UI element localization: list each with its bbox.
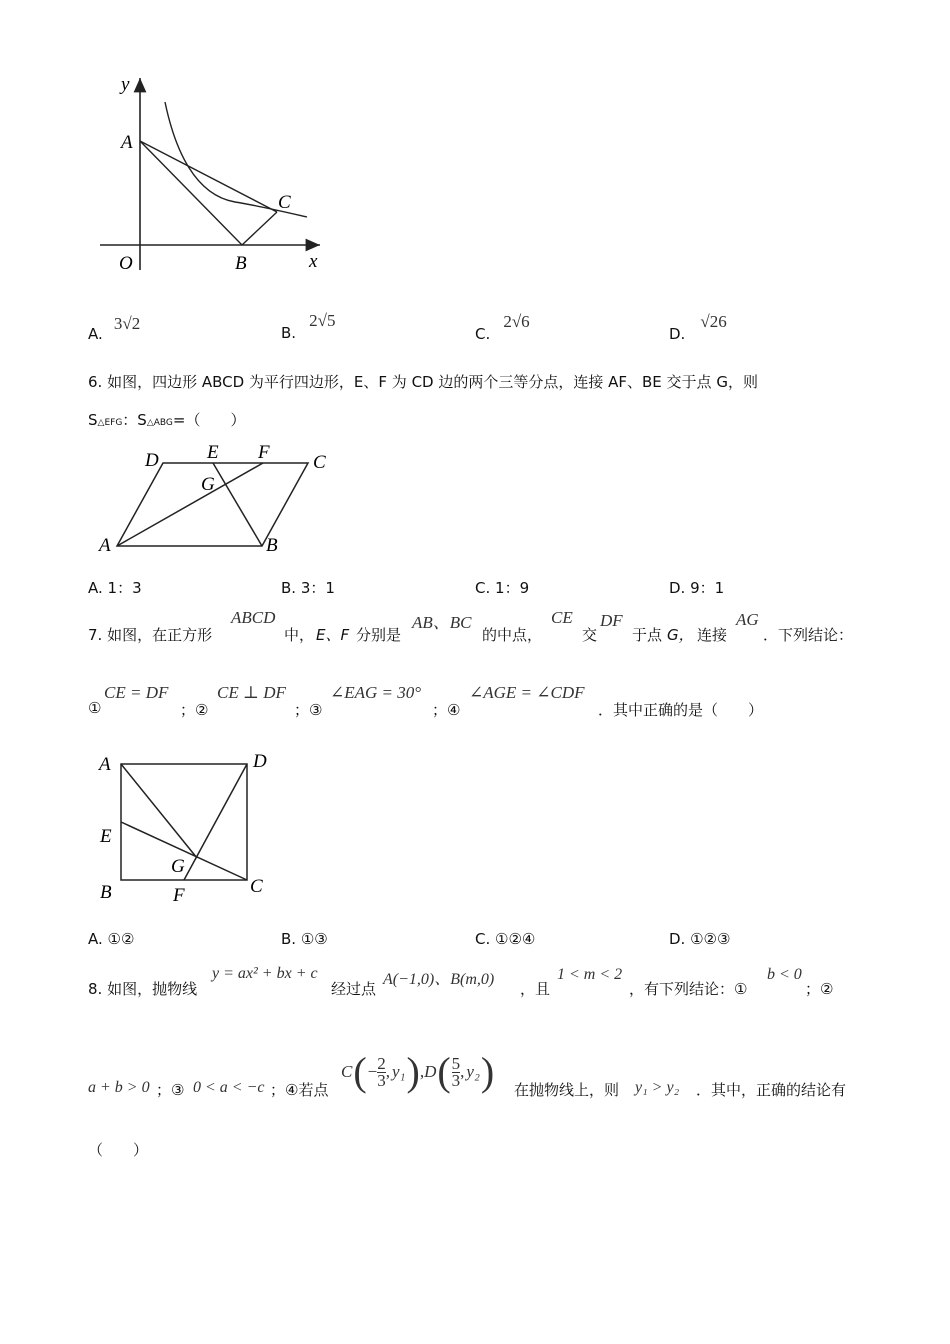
- option-letter: D.: [669, 579, 686, 597]
- q7-math: ∠AGE = ∠CDF: [469, 683, 585, 702]
- q8-text: 在抛物线上，则: [514, 1081, 620, 1099]
- option-value: ①②: [107, 930, 135, 948]
- q7-math: DF: [600, 611, 623, 630]
- q7-text: ；④: [432, 701, 461, 719]
- q8-text: 经过点: [331, 980, 377, 998]
- option-value: ①②④: [495, 930, 536, 948]
- q6-stem-line1: 6. 如图，四边形 ABCD 为平行四边形，E、F 为 CD 边的两个三等分点，连接 AF、BE 交于点 G，则: [88, 373, 758, 391]
- option-letter: A.: [88, 579, 103, 597]
- q7-math: AG: [736, 610, 759, 629]
- q6-option-d[interactable]: [669, 577, 724, 598]
- option-value: 1：9: [495, 579, 530, 597]
- q7-label-d: D: [253, 751, 267, 772]
- q6-label-a: A: [99, 535, 111, 556]
- q5-option-a[interactable]: [88, 314, 141, 343]
- q7-label-e: E: [100, 826, 112, 847]
- q5-label-y: y: [121, 74, 130, 95]
- q6-end: =（ ）: [172, 411, 246, 429]
- q6-figure: [95, 438, 345, 558]
- q7-text: 中，: [284, 626, 315, 644]
- q7-text: E、F: [316, 626, 350, 644]
- q7-math: CE = DF: [104, 683, 169, 702]
- q7-text: 于点: [632, 626, 663, 644]
- q7-text: 7. 如图，在正方形: [88, 626, 213, 644]
- option-value: ①②③: [690, 930, 731, 948]
- option-letter: D.: [669, 325, 686, 343]
- q6-option-a[interactable]: [88, 577, 142, 598]
- q8-paren-close: ): [406, 1049, 420, 1094]
- q8-math: 0 < a < −c: [193, 1079, 265, 1096]
- q8-text: ，有下列结论：①: [629, 980, 748, 998]
- q8-fraction: [377, 1053, 386, 1090]
- q8-paren-close: ): [480, 1049, 495, 1094]
- q8-math: y₂: [466, 1062, 480, 1081]
- q7-text: ．下列结论：: [763, 626, 854, 644]
- q6-label-e: E: [207, 442, 219, 463]
- q7-option-a[interactable]: [88, 930, 134, 948]
- q8-math: y = ax² + bx + c: [212, 965, 318, 982]
- option-value: √26: [700, 312, 727, 331]
- q8-answer-paren: （ ）: [88, 1141, 149, 1159]
- q6-sep: ：S: [122, 411, 147, 429]
- q7-text: G，: [667, 626, 694, 644]
- q8-math: a + b > 0: [88, 1079, 150, 1096]
- q7-math: AB、BC: [412, 613, 472, 632]
- q8-point-c: [341, 1049, 495, 1094]
- q5-option-c[interactable]: [475, 312, 530, 343]
- q7-label-b: B: [100, 882, 112, 903]
- q8-fraction-num: 2: [377, 1053, 386, 1073]
- q7-math: ABCD: [231, 608, 276, 627]
- option-letter: C.: [475, 325, 491, 343]
- q8-comma: ,: [385, 1062, 391, 1081]
- q7-math: CE: [551, 608, 573, 627]
- q5-segment-bc: [242, 212, 277, 245]
- q6-s1: S: [88, 411, 98, 429]
- q5-segment-ac: [140, 141, 277, 212]
- q8-fraction-den: 3: [377, 1070, 386, 1090]
- q7-label-a: A: [99, 754, 111, 775]
- q7-text: ；②: [180, 701, 209, 719]
- q6-label-g: G: [201, 474, 215, 495]
- option-letter: B.: [281, 324, 297, 342]
- q7-math: CE ⊥ DF: [217, 683, 286, 702]
- q7-text: ①: [88, 699, 102, 717]
- q6-stem-line2: [88, 409, 245, 430]
- q8-text: ；②: [805, 980, 834, 998]
- q6-option-c[interactable]: [475, 577, 529, 598]
- q7-segment-df: [184, 764, 247, 880]
- q8-text: ；④若点: [270, 1081, 329, 1099]
- option-letter: C.: [475, 930, 491, 948]
- q5-label-x: x: [309, 251, 318, 272]
- q6-label-f: F: [258, 442, 270, 463]
- option-value: 2√5: [309, 311, 336, 330]
- q8-fraction-num: 5: [451, 1053, 461, 1073]
- q6-label-b: B: [266, 535, 278, 556]
- q5-label-a: A: [121, 132, 133, 153]
- q7-option-c[interactable]: [475, 930, 535, 948]
- option-value: ①③: [300, 930, 328, 948]
- q7-text: 连接: [697, 626, 728, 644]
- q8-text: ；③: [156, 1081, 185, 1099]
- q8-math: 1 < m < 2: [557, 966, 623, 983]
- q5-label-o: O: [119, 253, 133, 274]
- q7-label-f: F: [173, 885, 185, 906]
- q8-math: y₁: [392, 1062, 406, 1081]
- q6-sub2: △ABG: [146, 418, 173, 428]
- q5-segment-ab: [140, 141, 242, 245]
- q8-math: C: [341, 1062, 353, 1081]
- option-letter: D.: [669, 930, 686, 948]
- option-value: 2√6: [503, 312, 530, 331]
- q7-math: ∠EAG = 30°: [330, 683, 422, 702]
- q7-option-d[interactable]: [669, 930, 730, 948]
- option-letter: C.: [475, 579, 491, 597]
- q7-text: ．其中正确的是（ ）: [598, 701, 764, 719]
- q8-fraction-den: 3: [451, 1070, 461, 1090]
- q8-text: ．其中，正确的结论有: [696, 1081, 847, 1099]
- q6-segment-be: [213, 463, 262, 546]
- q7-label-g: G: [171, 856, 185, 877]
- q6-sub1: △EFG: [97, 418, 123, 428]
- q5-figure: [95, 70, 335, 275]
- q8-paren-open: (: [353, 1049, 367, 1094]
- q5-label-b: B: [235, 253, 247, 274]
- option-value: 9：1: [690, 579, 725, 597]
- option-letter: A.: [88, 325, 103, 343]
- q8-text: ，且: [520, 980, 551, 998]
- q8-math: y₁ > y₂: [635, 1079, 680, 1096]
- q8-comma: ,: [419, 1062, 425, 1081]
- q8-paren-open: (: [437, 1049, 451, 1094]
- q5-label-c: C: [278, 192, 291, 213]
- option-value: 1：3: [107, 579, 142, 597]
- q7-text: 交: [582, 626, 598, 644]
- q8-math: D: [424, 1062, 437, 1081]
- q8-minus: −: [367, 1062, 378, 1081]
- q8-math: A(−1,0)、B(m,0): [383, 971, 495, 988]
- q7-text: ；③: [294, 701, 323, 719]
- option-value: 3：1: [300, 579, 335, 597]
- q8-text: 8. 如图，抛物线: [88, 980, 198, 998]
- q6-label-c: C: [313, 452, 326, 473]
- option-letter: B.: [281, 930, 297, 948]
- q7-label-c: C: [250, 876, 263, 897]
- q5-option-d[interactable]: [669, 312, 727, 343]
- q7-text: 的中点，: [482, 626, 543, 644]
- q8-comma: ,: [460, 1062, 465, 1081]
- q6-segment-af: [117, 463, 263, 546]
- option-letter: B.: [281, 579, 297, 597]
- option-value: 3√2: [113, 314, 141, 333]
- q8-math: b < 0: [767, 966, 802, 983]
- q6-label-d: D: [145, 450, 159, 471]
- q5-option-b[interactable]: [281, 311, 336, 342]
- q7-figure: [95, 750, 275, 910]
- q7-segment-ag: [121, 764, 197, 858]
- q6-option-b[interactable]: [281, 577, 335, 598]
- q7-text: 分别是: [356, 626, 402, 644]
- q7-option-b[interactable]: [281, 930, 328, 948]
- option-letter: A.: [88, 930, 103, 948]
- q8-fraction: [451, 1053, 461, 1090]
